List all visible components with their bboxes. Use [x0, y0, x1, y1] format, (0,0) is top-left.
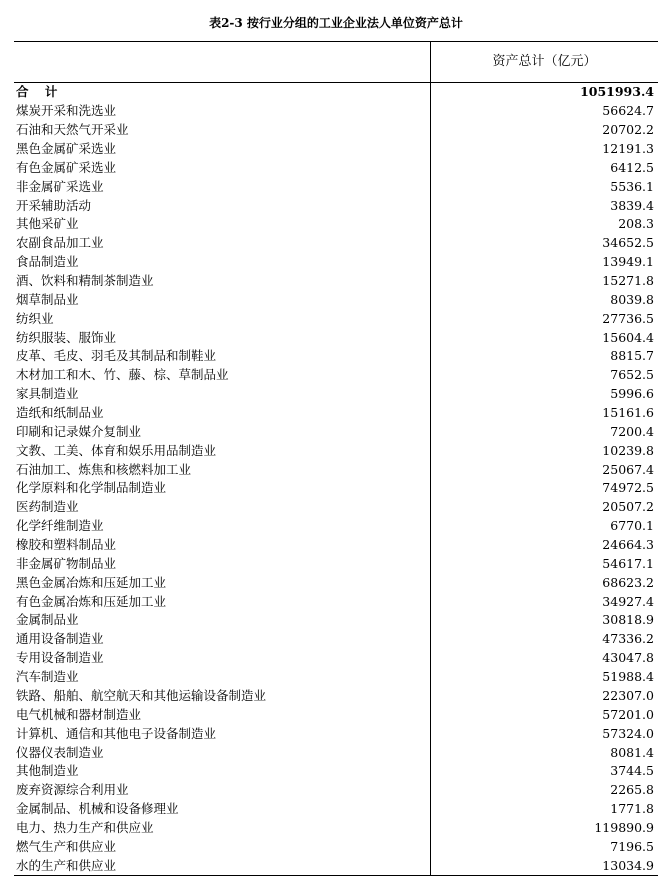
table-row — [14, 177, 658, 196]
asset-value: 68623.2 — [602, 574, 654, 590]
total-row — [14, 83, 658, 102]
table-body — [14, 83, 658, 875]
column-header-assets: 资产总计（亿元） — [430, 42, 658, 82]
table-row — [14, 234, 658, 253]
table-row — [14, 724, 658, 743]
total-value: 1051993.4 — [580, 84, 654, 100]
industry-name: 废弃资源综合利用业 — [16, 782, 129, 798]
asset-value: 3839.4 — [610, 197, 654, 213]
table-row — [14, 347, 658, 366]
table-row — [14, 366, 658, 385]
asset-value: 8815.7 — [610, 348, 654, 364]
industry-name: 纺织业 — [16, 310, 54, 326]
industry-name: 金属制品业 — [16, 612, 79, 628]
table-row — [14, 196, 658, 215]
asset-value: 5996.6 — [610, 386, 654, 402]
asset-value: 12191.3 — [602, 141, 654, 156]
industry-name: 其他制造业 — [16, 763, 79, 779]
industry-name: 水的生产和供应业 — [16, 857, 117, 873]
table-row — [14, 800, 658, 819]
industry-name: 计算机、通信和其他电子设备制造业 — [16, 725, 217, 741]
industry-name: 纺织服装、服饰业 — [16, 329, 117, 345]
column-divider — [430, 83, 431, 875]
table-row — [14, 102, 658, 121]
asset-value: 57324.0 — [602, 725, 654, 741]
table-row — [14, 498, 658, 517]
table-row — [14, 592, 658, 611]
table-row — [14, 819, 658, 838]
asset-value: 208.3 — [618, 216, 654, 232]
asset-value: 27736.5 — [602, 310, 654, 326]
industry-name: 开采辅助活动 — [16, 197, 92, 213]
industry-name: 家具制造业 — [16, 386, 79, 402]
asset-value: 8081.4 — [610, 744, 654, 760]
asset-value: 24664.3 — [602, 537, 654, 553]
asset-value: 2265.8 — [610, 782, 654, 798]
asset-value: 1771.8 — [610, 801, 654, 817]
table-row — [14, 517, 658, 536]
industry-name: 有色金属冶炼和压延加工业 — [16, 593, 167, 609]
industry-name: 汽车制造业 — [16, 669, 79, 685]
asset-value: 20507.2 — [602, 499, 654, 515]
asset-value: 5536.1 — [610, 178, 654, 194]
industry-name: 黑色金属矿采选业 — [16, 141, 117, 156]
table-row — [14, 121, 658, 140]
table-row — [14, 837, 658, 856]
table-header — [14, 42, 658, 83]
industry-name: 专用设备制造业 — [16, 650, 104, 666]
industry-name: 石油加工、炼焦和核燃料加工业 — [16, 461, 192, 477]
industry-name: 黑色金属冶炼和压延加工业 — [16, 574, 167, 590]
asset-value: 57201.0 — [602, 706, 654, 722]
industry-name: 食品制造业 — [16, 254, 79, 270]
asset-value: 15271.8 — [602, 273, 654, 289]
table-row — [14, 404, 658, 423]
table-row — [14, 687, 658, 706]
asset-value: 13949.1 — [602, 254, 654, 270]
asset-value: 7196.5 — [610, 838, 654, 854]
asset-value: 25067.4 — [602, 461, 654, 477]
industry-name: 酒、饮料和精制茶制造业 — [16, 273, 154, 289]
industry-name: 燃气生产和供应业 — [16, 838, 117, 854]
table-row — [14, 140, 658, 159]
industry-name: 文教、工美、体育和娱乐用品制造业 — [16, 442, 217, 458]
asset-value: 74972.5 — [602, 480, 654, 496]
asset-value: 7652.5 — [610, 367, 654, 383]
industry-name: 金属制品、机械和设备修理业 — [16, 801, 179, 817]
table-row — [14, 253, 658, 272]
table-row — [14, 536, 658, 555]
table-row — [14, 705, 658, 724]
industry-name: 烟草制品业 — [16, 291, 79, 307]
asset-value: 47336.2 — [602, 631, 654, 647]
table-row — [14, 215, 658, 234]
industry-name: 皮革、毛皮、羽毛及其制品和制鞋业 — [16, 348, 217, 364]
table-row — [14, 554, 658, 573]
industry-name: 煤炭开采和洗选业 — [16, 103, 117, 119]
industry-name: 非金属矿物制品业 — [16, 555, 117, 571]
industry-name: 印刷和记录媒介复制业 — [16, 423, 142, 439]
industry-name: 农副食品加工业 — [16, 235, 104, 251]
industry-name: 石油和天然气开采业 — [16, 122, 129, 138]
asset-value: 10239.8 — [602, 442, 654, 458]
industry-name: 通用设备制造业 — [16, 631, 104, 647]
asset-value: 43047.8 — [602, 650, 654, 666]
table-row — [14, 649, 658, 668]
table-row — [14, 668, 658, 687]
asset-value: 15161.6 — [602, 405, 654, 421]
table-title: 表2-3 按行业分组的工业企业法人单位资产总计 — [209, 16, 463, 30]
asset-value: 6770.1 — [610, 518, 654, 534]
industry-name: 化学原料和化学制品制造业 — [16, 480, 167, 496]
industry-name: 电气机械和器材制造业 — [16, 706, 142, 722]
table-row — [14, 422, 658, 441]
industry-name: 橡胶和塑料制品业 — [16, 537, 117, 553]
table-row — [14, 309, 658, 328]
table-row — [14, 272, 658, 291]
asset-value: 6412.5 — [610, 159, 654, 175]
asset-value: 51988.4 — [602, 669, 654, 685]
industry-name: 化学纤维制造业 — [16, 518, 104, 534]
total-label: 合 计 — [16, 84, 64, 100]
asset-value: 56624.7 — [602, 103, 654, 119]
asset-value: 30818.9 — [602, 612, 654, 628]
asset-value: 13034.9 — [602, 857, 654, 873]
table-row — [14, 328, 658, 347]
asset-value: 54617.1 — [602, 555, 654, 571]
table-row — [14, 479, 658, 498]
asset-value: 3744.5 — [610, 763, 654, 779]
table-row — [14, 441, 658, 460]
industry-name: 造纸和纸制品业 — [16, 405, 104, 421]
table-row — [14, 290, 658, 309]
table-row — [14, 762, 658, 781]
industry-name: 医药制造业 — [16, 499, 79, 515]
asset-value: 7200.4 — [610, 423, 654, 439]
industry-name: 有色金属矿采选业 — [16, 159, 117, 175]
table-row — [14, 158, 658, 177]
table-row — [14, 385, 658, 404]
asset-value: 34927.4 — [602, 593, 654, 609]
industry-name: 其他采矿业 — [16, 216, 79, 232]
industry-name: 电力、热力生产和供应业 — [16, 819, 154, 835]
asset-value: 20702.2 — [602, 122, 654, 138]
industry-name: 非金属矿采选业 — [16, 178, 104, 194]
asset-table — [14, 41, 658, 876]
asset-value: 22307.0 — [602, 687, 654, 703]
industry-name: 仪器仪表制造业 — [16, 744, 104, 760]
table-row — [14, 611, 658, 630]
industry-name: 木材加工和木、竹、藤、棕、草制品业 — [16, 367, 229, 383]
asset-value: 8039.8 — [610, 291, 654, 307]
asset-value: 15604.4 — [602, 329, 654, 345]
industry-name: 铁路、船舶、航空航天和其他运输设备制造业 — [16, 687, 267, 703]
asset-value: 119890.9 — [594, 819, 654, 835]
table-row — [14, 460, 658, 479]
asset-value: 34652.5 — [602, 235, 654, 251]
table-row — [14, 743, 658, 762]
table-row — [14, 573, 658, 592]
table-row — [14, 630, 658, 649]
table-row — [14, 781, 658, 800]
table-row — [14, 856, 658, 875]
